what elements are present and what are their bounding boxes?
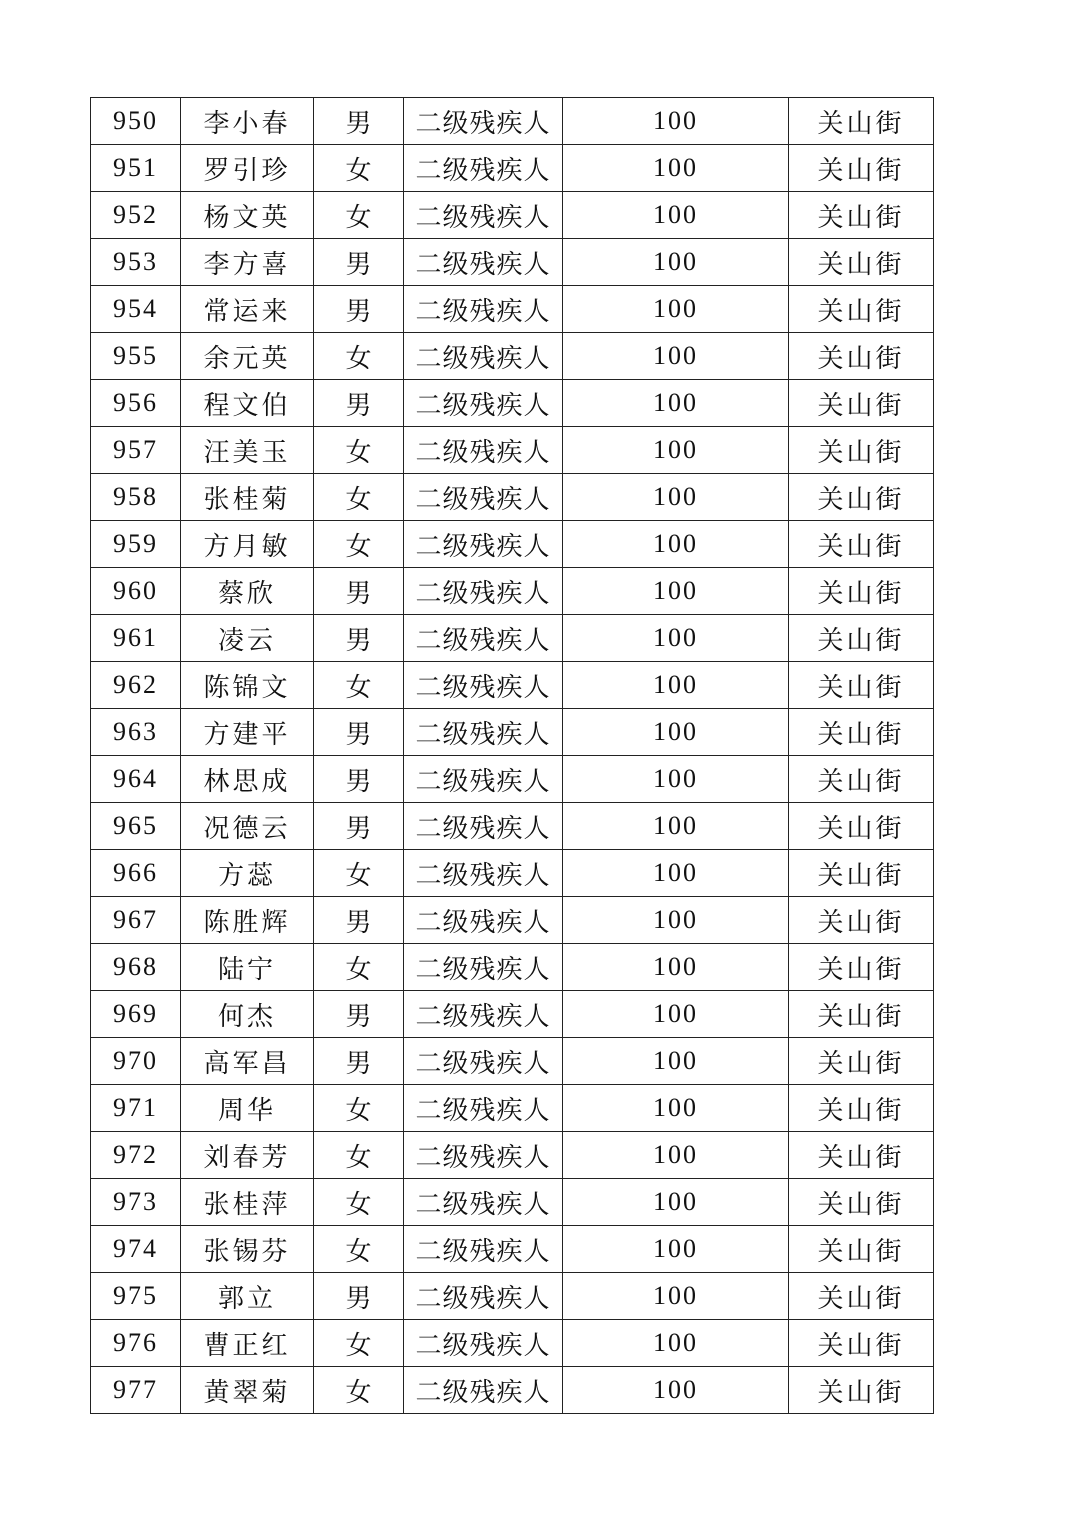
table-row [91, 1179, 934, 1226]
amount-cell: 100 [563, 709, 789, 756]
name-cell: 张桂萍 [181, 1179, 314, 1226]
amount-cell: 100 [563, 521, 789, 568]
amount-cell: 100 [563, 145, 789, 192]
row-number-cell: 969 [91, 991, 181, 1038]
name-cell: 方蕊 [181, 850, 314, 897]
amount-cell: 100 [563, 427, 789, 474]
row-number-cell: 956 [91, 380, 181, 427]
row-number-cell: 953 [91, 239, 181, 286]
name-cell: 李方喜 [181, 239, 314, 286]
disability-level-cell: 二级残疾人 [404, 286, 563, 333]
disability-level-cell: 二级残疾人 [404, 333, 563, 380]
amount-cell: 100 [563, 1085, 789, 1132]
row-number-cell: 976 [91, 1320, 181, 1367]
disability-level-cell: 二级残疾人 [404, 1226, 563, 1273]
table-row [91, 192, 934, 239]
row-number-cell: 950 [91, 98, 181, 145]
amount-cell: 100 [563, 944, 789, 991]
name-cell: 曹正红 [181, 1320, 314, 1367]
name-cell: 凌云 [181, 615, 314, 662]
gender-cell: 男 [314, 897, 404, 944]
disability-level-cell: 二级残疾人 [404, 521, 563, 568]
street-cell: 关山街 [789, 239, 934, 286]
street-cell: 关山街 [789, 897, 934, 944]
name-cell: 郭立 [181, 1273, 314, 1320]
table-row [91, 850, 934, 897]
street-cell: 关山街 [789, 145, 934, 192]
street-cell: 关山街 [789, 568, 934, 615]
row-number-cell: 964 [91, 756, 181, 803]
gender-cell: 男 [314, 709, 404, 756]
name-cell: 方月敏 [181, 521, 314, 568]
table-row [91, 427, 934, 474]
street-cell: 关山街 [789, 1038, 934, 1085]
street-cell: 关山街 [789, 662, 934, 709]
amount-cell: 100 [563, 1367, 789, 1414]
table-row [91, 615, 934, 662]
disability-level-cell: 二级残疾人 [404, 239, 563, 286]
row-number-cell: 966 [91, 850, 181, 897]
name-cell: 李小春 [181, 98, 314, 145]
street-cell: 关山街 [789, 1132, 934, 1179]
gender-cell: 男 [314, 568, 404, 615]
disability-level-cell: 二级残疾人 [404, 1085, 563, 1132]
gender-cell: 男 [314, 615, 404, 662]
amount-cell: 100 [563, 1132, 789, 1179]
amount-cell: 100 [563, 1226, 789, 1273]
table-row [91, 98, 934, 145]
name-cell: 杨文英 [181, 192, 314, 239]
row-number-cell: 959 [91, 521, 181, 568]
gender-cell: 男 [314, 1273, 404, 1320]
street-cell: 关山街 [789, 286, 934, 333]
table-row [91, 380, 934, 427]
name-cell: 黄翠菊 [181, 1367, 314, 1414]
gender-cell: 女 [314, 145, 404, 192]
disability-level-cell: 二级残疾人 [404, 803, 563, 850]
table-row [91, 333, 934, 380]
amount-cell: 100 [563, 662, 789, 709]
street-cell: 关山街 [789, 1085, 934, 1132]
street-cell: 关山街 [789, 427, 934, 474]
name-cell: 张桂菊 [181, 474, 314, 521]
disability-level-cell: 二级残疾人 [404, 944, 563, 991]
amount-cell: 100 [563, 474, 789, 521]
disability-level-cell: 二级残疾人 [404, 474, 563, 521]
street-cell: 关山街 [789, 944, 934, 991]
gender-cell: 男 [314, 803, 404, 850]
amount-cell: 100 [563, 1320, 789, 1367]
table-row [91, 1320, 934, 1367]
disability-level-cell: 二级残疾人 [404, 1320, 563, 1367]
amount-cell: 100 [563, 239, 789, 286]
amount-cell: 100 [563, 98, 789, 145]
disability-level-cell: 二级残疾人 [404, 1038, 563, 1085]
disability-level-cell: 二级残疾人 [404, 192, 563, 239]
disability-level-cell: 二级残疾人 [404, 897, 563, 944]
gender-cell: 男 [314, 380, 404, 427]
disability-level-cell: 二级残疾人 [404, 615, 563, 662]
disability-level-cell: 二级残疾人 [404, 98, 563, 145]
row-number-cell: 975 [91, 1273, 181, 1320]
name-cell: 蔡欣 [181, 568, 314, 615]
amount-cell: 100 [563, 1179, 789, 1226]
row-number-cell: 967 [91, 897, 181, 944]
row-number-cell: 963 [91, 709, 181, 756]
name-cell: 何杰 [181, 991, 314, 1038]
row-number-cell: 971 [91, 1085, 181, 1132]
street-cell: 关山街 [789, 1226, 934, 1273]
table-row [91, 568, 934, 615]
roster-table [90, 97, 934, 1414]
row-number-cell: 961 [91, 615, 181, 662]
name-cell: 余元英 [181, 333, 314, 380]
row-number-cell: 968 [91, 944, 181, 991]
street-cell: 关山街 [789, 380, 934, 427]
amount-cell: 100 [563, 286, 789, 333]
gender-cell: 女 [314, 521, 404, 568]
row-number-cell: 973 [91, 1179, 181, 1226]
street-cell: 关山街 [789, 850, 934, 897]
disability-level-cell: 二级残疾人 [404, 380, 563, 427]
name-cell: 周华 [181, 1085, 314, 1132]
table-row [91, 1226, 934, 1273]
row-number-cell: 962 [91, 662, 181, 709]
amount-cell: 100 [563, 568, 789, 615]
name-cell: 林思成 [181, 756, 314, 803]
gender-cell: 女 [314, 1132, 404, 1179]
gender-cell: 女 [314, 474, 404, 521]
disability-level-cell: 二级残疾人 [404, 850, 563, 897]
street-cell: 关山街 [789, 1367, 934, 1414]
amount-cell: 100 [563, 756, 789, 803]
disability-level-cell: 二级残疾人 [404, 1179, 563, 1226]
name-cell: 陆宁 [181, 944, 314, 991]
row-number-cell: 954 [91, 286, 181, 333]
street-cell: 关山街 [789, 521, 934, 568]
gender-cell: 女 [314, 1226, 404, 1273]
disability-level-cell: 二级残疾人 [404, 709, 563, 756]
gender-cell: 男 [314, 239, 404, 286]
amount-cell: 100 [563, 380, 789, 427]
street-cell: 关山街 [789, 98, 934, 145]
table-row [91, 239, 934, 286]
street-cell: 关山街 [789, 991, 934, 1038]
gender-cell: 男 [314, 286, 404, 333]
street-cell: 关山街 [789, 615, 934, 662]
table-row [91, 1273, 934, 1320]
disability-level-cell: 二级残疾人 [404, 1132, 563, 1179]
street-cell: 关山街 [789, 1273, 934, 1320]
gender-cell: 女 [314, 1179, 404, 1226]
table-row [91, 145, 934, 192]
name-cell: 张锡芬 [181, 1226, 314, 1273]
street-cell: 关山街 [789, 803, 934, 850]
gender-cell: 男 [314, 98, 404, 145]
gender-cell: 女 [314, 1320, 404, 1367]
amount-cell: 100 [563, 615, 789, 662]
row-number-cell: 951 [91, 145, 181, 192]
gender-cell: 女 [314, 662, 404, 709]
street-cell: 关山街 [789, 1320, 934, 1367]
roster-body [91, 98, 934, 1414]
disability-level-cell: 二级残疾人 [404, 662, 563, 709]
name-cell: 罗引珍 [181, 145, 314, 192]
name-cell: 刘春芳 [181, 1132, 314, 1179]
disability-level-cell: 二级残疾人 [404, 756, 563, 803]
row-number-cell: 965 [91, 803, 181, 850]
name-cell: 程文伯 [181, 380, 314, 427]
name-cell: 方建平 [181, 709, 314, 756]
row-number-cell: 958 [91, 474, 181, 521]
table-row [91, 944, 934, 991]
disability-level-cell: 二级残疾人 [404, 1367, 563, 1414]
name-cell: 况德云 [181, 803, 314, 850]
street-cell: 关山街 [789, 1179, 934, 1226]
row-number-cell: 952 [91, 192, 181, 239]
gender-cell: 女 [314, 944, 404, 991]
name-cell: 汪美玉 [181, 427, 314, 474]
gender-cell: 男 [314, 991, 404, 1038]
gender-cell: 男 [314, 1038, 404, 1085]
table-row [91, 709, 934, 756]
table-row [91, 1038, 934, 1085]
disability-level-cell: 二级残疾人 [404, 568, 563, 615]
amount-cell: 100 [563, 850, 789, 897]
gender-cell: 女 [314, 1367, 404, 1414]
table-row [91, 521, 934, 568]
table-row [91, 897, 934, 944]
table-row [91, 1367, 934, 1414]
table-row [91, 756, 934, 803]
street-cell: 关山街 [789, 192, 934, 239]
street-cell: 关山街 [789, 709, 934, 756]
name-cell: 常运来 [181, 286, 314, 333]
row-number-cell: 955 [91, 333, 181, 380]
table-row [91, 1085, 934, 1132]
gender-cell: 女 [314, 333, 404, 380]
table-row [91, 662, 934, 709]
row-number-cell: 960 [91, 568, 181, 615]
table-row [91, 286, 934, 333]
gender-cell: 女 [314, 427, 404, 474]
amount-cell: 100 [563, 1273, 789, 1320]
amount-cell: 100 [563, 333, 789, 380]
row-number-cell: 974 [91, 1226, 181, 1273]
amount-cell: 100 [563, 1038, 789, 1085]
name-cell: 陈胜辉 [181, 897, 314, 944]
gender-cell: 女 [314, 850, 404, 897]
amount-cell: 100 [563, 192, 789, 239]
amount-cell: 100 [563, 991, 789, 1038]
disability-level-cell: 二级残疾人 [404, 427, 563, 474]
disability-level-cell: 二级残疾人 [404, 991, 563, 1038]
row-number-cell: 970 [91, 1038, 181, 1085]
row-number-cell: 957 [91, 427, 181, 474]
street-cell: 关山街 [789, 333, 934, 380]
gender-cell: 男 [314, 756, 404, 803]
gender-cell: 女 [314, 1085, 404, 1132]
amount-cell: 100 [563, 803, 789, 850]
disability-level-cell: 二级残疾人 [404, 1273, 563, 1320]
table-row [91, 991, 934, 1038]
disability-level-cell: 二级残疾人 [404, 145, 563, 192]
amount-cell: 100 [563, 897, 789, 944]
name-cell: 高军昌 [181, 1038, 314, 1085]
table-row [91, 803, 934, 850]
street-cell: 关山街 [789, 756, 934, 803]
name-cell: 陈锦文 [181, 662, 314, 709]
row-number-cell: 972 [91, 1132, 181, 1179]
table-row [91, 1132, 934, 1179]
street-cell: 关山街 [789, 474, 934, 521]
table-row [91, 474, 934, 521]
gender-cell: 女 [314, 192, 404, 239]
row-number-cell: 977 [91, 1367, 181, 1414]
